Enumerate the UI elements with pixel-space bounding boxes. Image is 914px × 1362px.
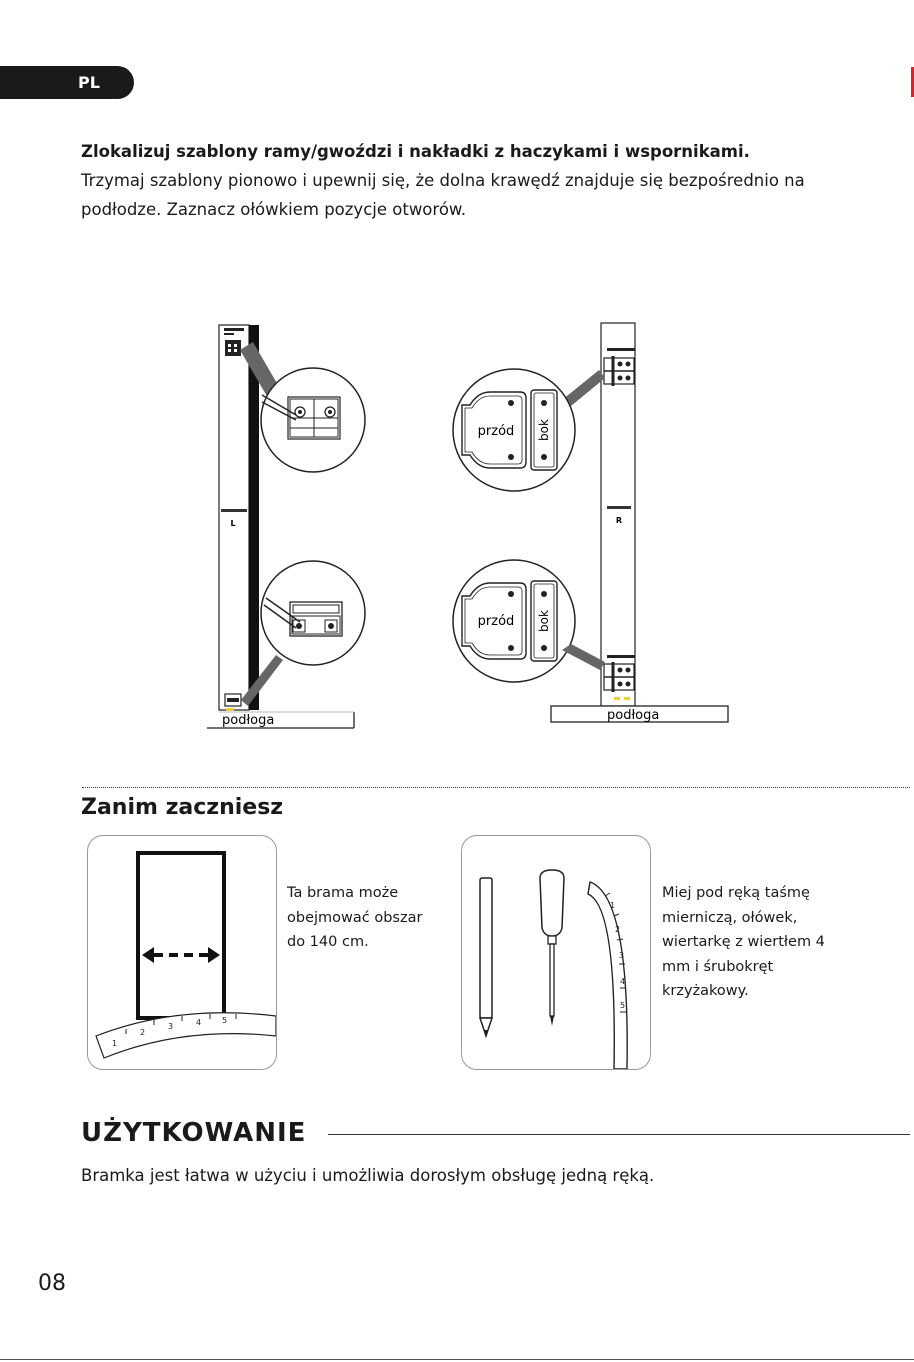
left-template-mark: L: [230, 519, 236, 528]
svg-text:3: 3: [168, 1022, 174, 1031]
right-template-mark: R: [615, 516, 623, 525]
tools-card: [461, 835, 651, 1070]
template-diagram: [0, 300, 914, 750]
usage-heading: UŻYTKOWANIE: [81, 1118, 307, 1148]
svg-text:1: 1: [610, 901, 616, 910]
svg-text:4: 4: [196, 1018, 202, 1027]
svg-text:3: 3: [619, 951, 625, 960]
svg-text:5: 5: [620, 1001, 626, 1010]
front-label-bottom: przód: [477, 614, 515, 629]
side-label-bottom: bok: [537, 610, 551, 632]
svg-text:4: 4: [620, 977, 626, 986]
bottom-rule: [0, 1359, 914, 1360]
right-template: [601, 323, 635, 706]
gate-width-card: [87, 835, 277, 1070]
left-template: [219, 325, 259, 711]
front-label-top: przód: [477, 424, 515, 439]
intro-lead: Zlokalizuj szablony ramy/gwoździ i nakładki z haczykami i wspornikami.: [81, 142, 750, 161]
usage-text: Bramka jest łatwa w użyciu i umożliwia dorosłym obsługę jedną ręką.: [81, 1166, 655, 1185]
front-side-template-top: [462, 390, 557, 470]
tools-illustration: [462, 836, 650, 1069]
pencil-icon: [480, 878, 492, 1036]
language-badge: [0, 66, 134, 99]
screwdriver-icon: [540, 870, 564, 1026]
intro-paragraph: [81, 137, 881, 224]
left-floor-label: podłoga: [222, 713, 275, 728]
section-divider: [82, 787, 910, 788]
svg-text:2: 2: [140, 1028, 146, 1037]
intro-body: Trzymaj szablony pionowo i upewnij się, że dolna krawędź znajduje się bezpośrednio na podłodze. Zaznacz ołówkiem pozycje otworów.: [81, 171, 805, 219]
before-heading: Zanim zaczniesz: [81, 795, 284, 820]
gate-width-illustration: [88, 836, 276, 1069]
svg-text:2: 2: [615, 925, 621, 934]
page-number: 08: [38, 1271, 66, 1296]
usage-heading-rule: [328, 1134, 910, 1135]
side-label-top: bok: [537, 419, 551, 441]
right-floor-label: podłoga: [607, 708, 660, 723]
front-side-template-bottom: [462, 581, 557, 661]
gate-width-text: Ta brama może obejmować obszar do 140 cm.: [287, 885, 423, 950]
tools-text: Miej pod ręką taśmę mierniczą, ołówek, wiertarkę z wiertłem 4 mm i śrubokręt krzyżakowy.: [662, 885, 825, 999]
tape-measure-icon: [588, 882, 627, 1069]
svg-text:5: 5: [222, 1016, 228, 1025]
svg-text:1: 1: [112, 1039, 118, 1048]
language-label: PL: [78, 73, 100, 92]
